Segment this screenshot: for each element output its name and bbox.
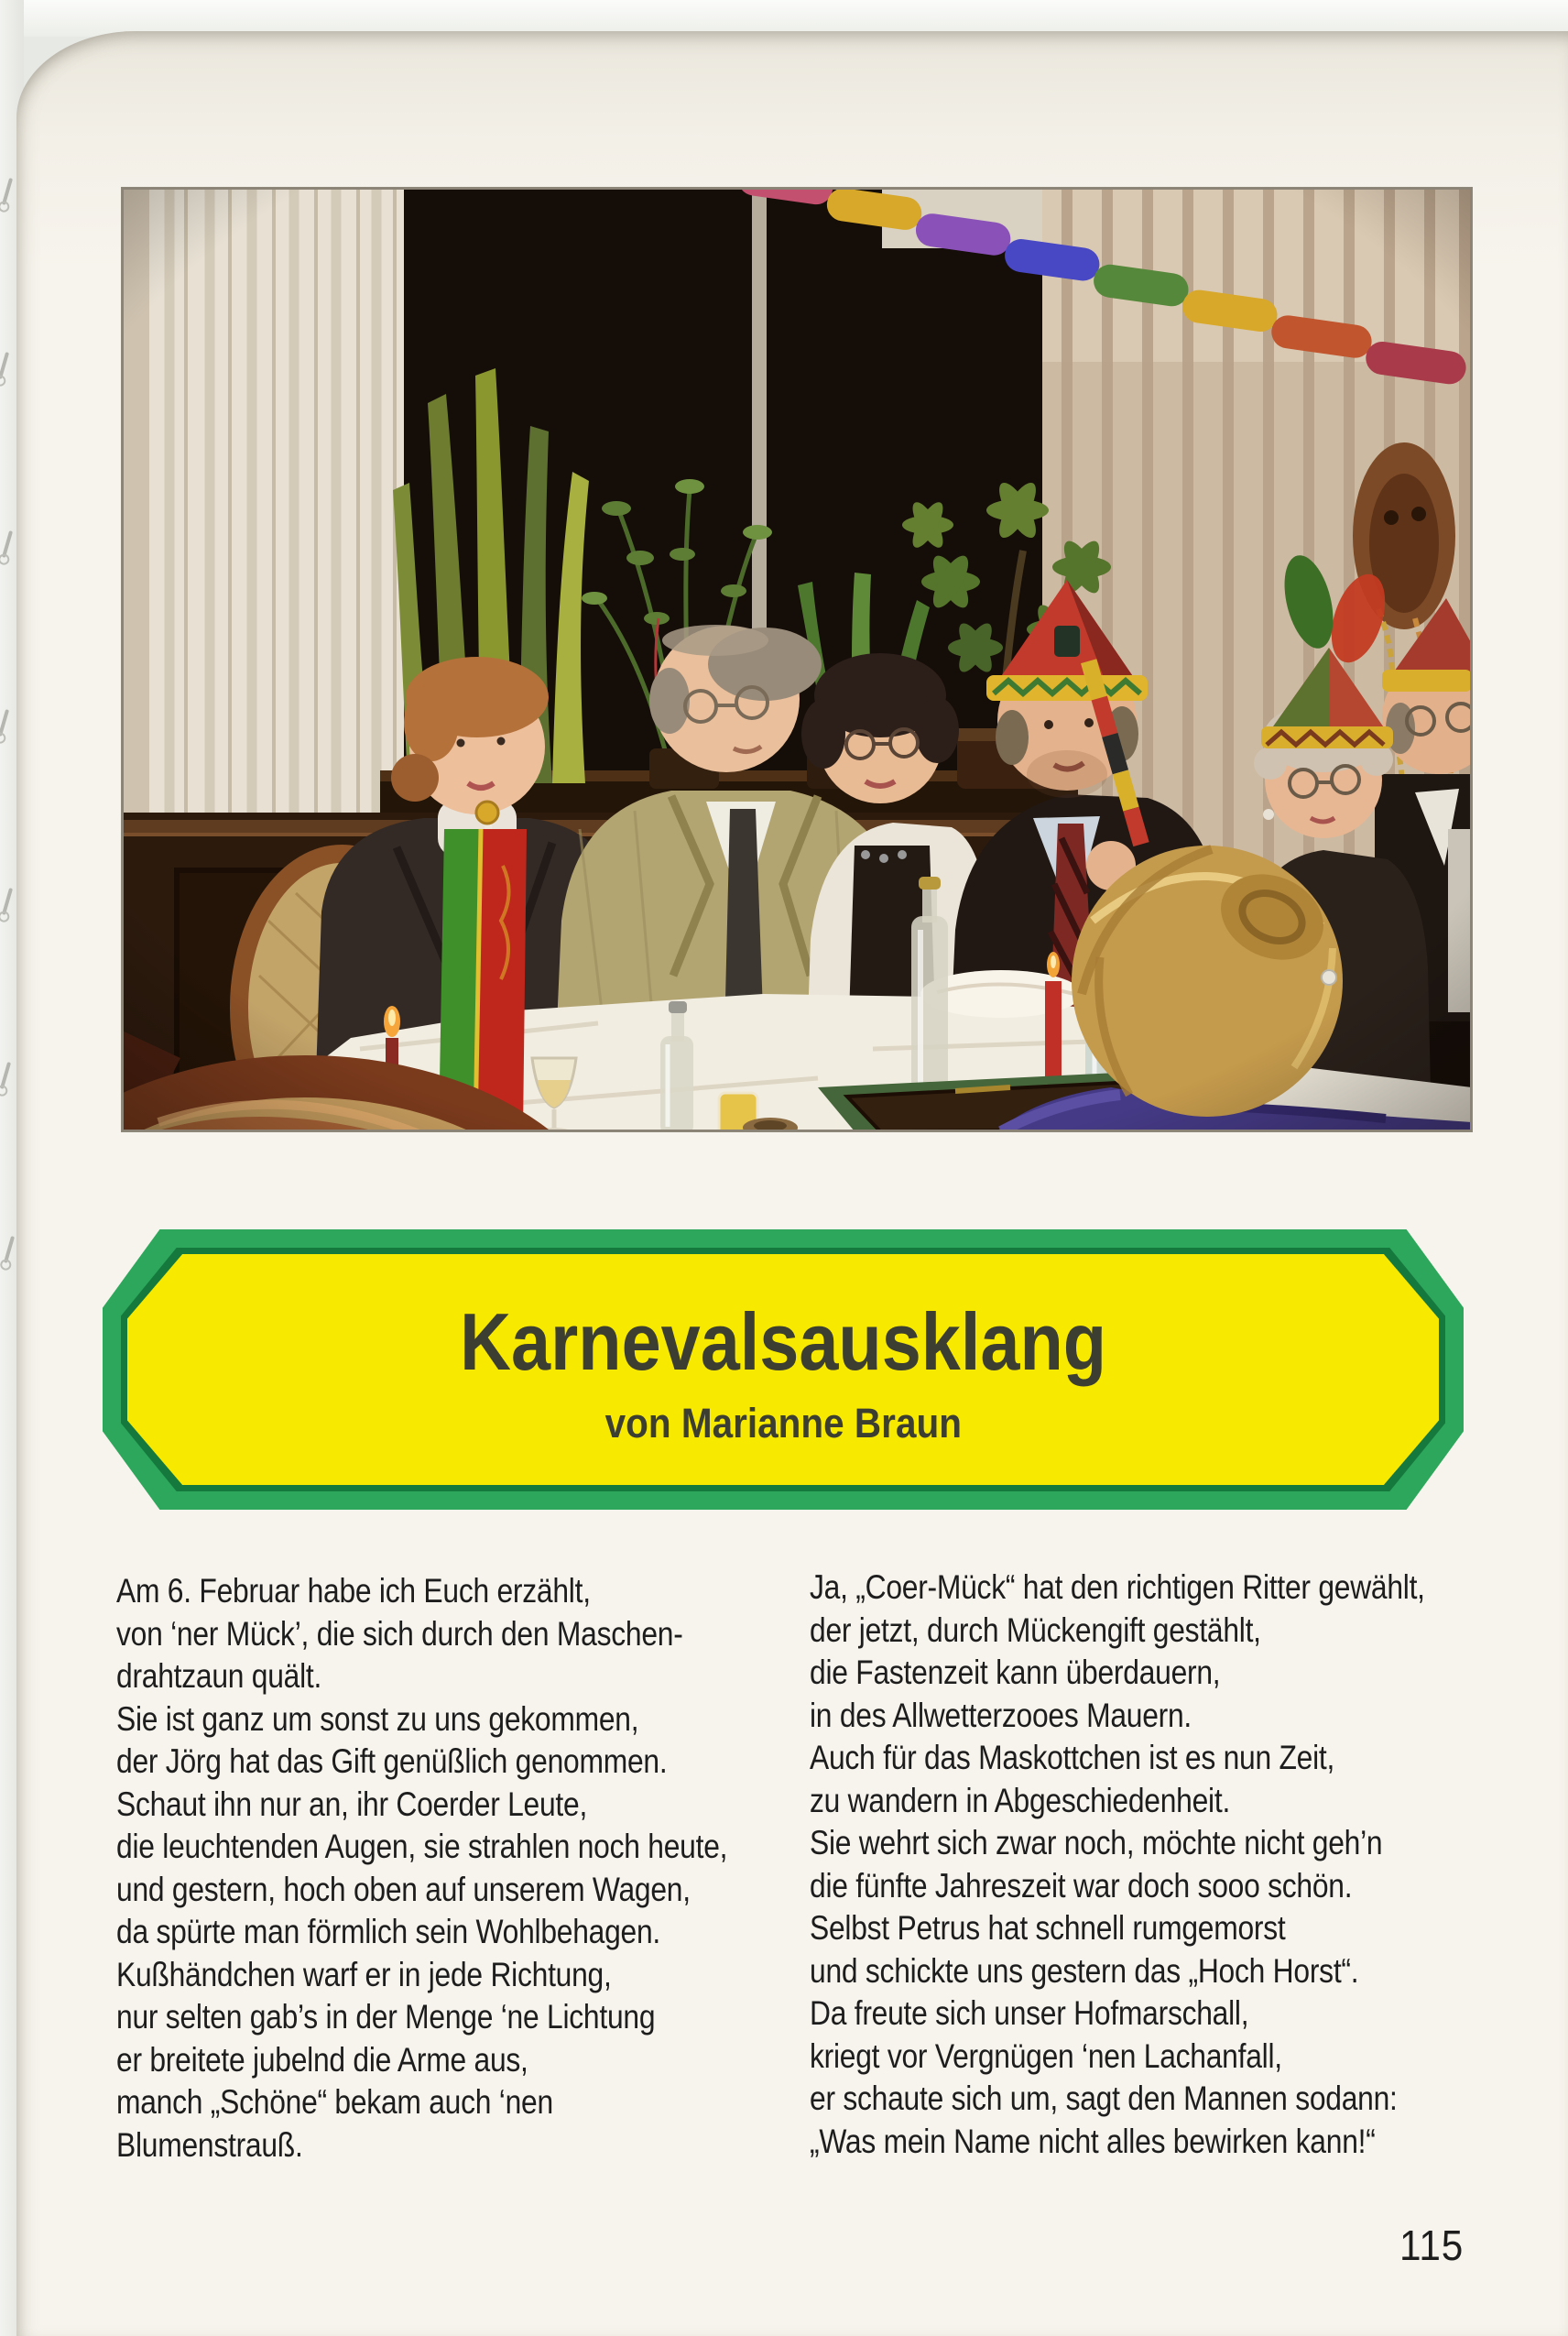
poem-column-right [810, 1566, 1534, 2163]
poem-line: Sie ist ganz um sonst zu uns gekommen, [116, 1699, 639, 1738]
poem-line: Sie wehrt sich zwar noch, möchte nicht geh’n [810, 1824, 1383, 1861]
poem-line: und schickte uns gestern das „Hoch Horst“. [810, 1951, 1359, 1990]
poem-line: Da freute sich unser Hofmarschall, [810, 1994, 1249, 2032]
poem-line: er schaute sich um, sagt den Mannen sodann: [810, 2079, 1398, 2117]
poem-line: Kußhändchen warf er in jede Richtung, [116, 1955, 612, 1993]
page-number: 115 [1399, 2221, 1465, 2269]
poem-line: Auch für das Maskottchen ist es nun Zeit, [810, 1739, 1335, 1776]
page-subtitle: von Marianne Braun [604, 1399, 962, 1446]
poem-line: Selbst Petrus hat schnell rumgemorst [810, 1909, 1286, 1947]
carnival-photo-scene [122, 188, 1472, 1131]
carnival-photo [122, 188, 1472, 1131]
poem-line: er breitete jubelnd die Arme aus, [116, 2040, 528, 2079]
poem-line: da spürte man förmlich sein Wohlbehagen. [116, 1913, 661, 1950]
title-banner [103, 1229, 1464, 1510]
poem-line: Ja, „Coer-Mück“ hat den richtigen Ritter gewählt, [810, 1568, 1425, 1606]
photo-vignette [122, 188, 1472, 1131]
poem-line: Schaut ihn nur an, ihr Coerder Leute, [116, 1785, 588, 1823]
poem-line: „Was mein Name nicht alles bewirken kann!“ [810, 2122, 1376, 2160]
poem-line: zu wandern in Abgeschiedenheit. [810, 1781, 1231, 1819]
poem-line: kriegt vor Vergnügen ‘nen Lachanfall, [810, 2036, 1282, 2075]
poem-line: von ‘ner Mück’, die sich durch den Maschen- [116, 1614, 683, 1653]
poem-line: die leuchtenden Augen, sie strahlen noch heute, [116, 1828, 728, 1865]
poem-line: drahtzaun quält. [116, 1657, 322, 1695]
poem-line: Blumenstrauß. [116, 2125, 303, 2164]
poem-line: Am 6. Februar habe ich Euch erzählt, [116, 1572, 591, 1610]
poem-line: der jetzt, durch Mückengift gestählt, [810, 1610, 1261, 1649]
poem-line: die fünfte Jahreszeit war doch sooo schön. [810, 1866, 1353, 1905]
poem-line: in des Allwetterzooes Mauern. [810, 1696, 1192, 1734]
poem-line: der Jörg hat das Gift genüßlich genommen. [116, 1742, 668, 1780]
poem-line: die Fastenzeit kann überdauern, [810, 1654, 1221, 1691]
poem-line: manch „Schöne“ bekam auch ‘nen [116, 2083, 553, 2121]
poem-line: und gestern, hoch oben auf unserem Wagen, [116, 1870, 691, 1908]
poem-line: nur selten gab’s in der Menge ‘ne Lichtung [116, 1998, 656, 2036]
poem-column-left [116, 1570, 825, 2167]
page-title: Karnevalsausklang [460, 1295, 1106, 1387]
